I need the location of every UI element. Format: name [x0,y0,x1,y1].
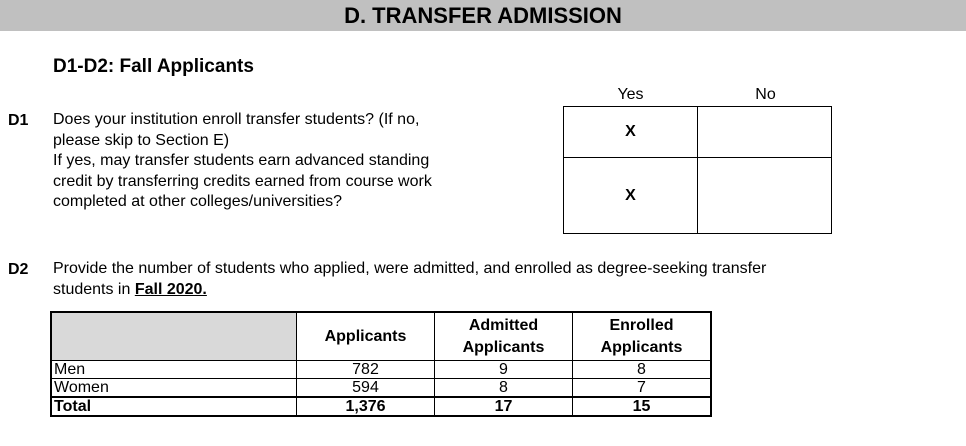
d1-line: Does your institution enroll transfer students? (If no, [53,111,420,128]
d1-yes-no-grid [563,106,832,234]
subsection-title: D1-D2: Fall Applicants [53,56,254,77]
table-row [51,361,711,379]
applicants-cell[interactable]: 594 [297,379,435,398]
answer-yes-cell[interactable]: X [564,107,698,158]
d2-line [53,280,953,301]
d1-answer-row [564,158,832,234]
question-d2-text [53,259,953,300]
question-number-d1: D1 [8,112,29,129]
total-row [51,397,711,416]
row-label: Women [51,379,297,398]
no-column-header: No [755,86,776,103]
transfer-applicants-table [50,311,712,417]
enrolled-cell[interactable]: 7 [573,379,712,398]
applicants-cell[interactable]: 1,376 [297,397,435,416]
applicants-header: Applicants [297,312,435,361]
row-label: Total [51,397,297,416]
d1-line: completed at other colleges/universities? [53,193,343,210]
table-row [51,379,711,398]
blank-header-cell [51,312,297,361]
answer-no-cell[interactable] [698,158,832,234]
d2-line: Provide the number of students who applied, were admitted, and enrolled as degree-seeking transfer [53,260,767,277]
fall-term: Fall 2020. [134,280,207,298]
enrolled-cell[interactable]: 15 [573,397,712,416]
enrolled-cell[interactable]: 8 [573,361,712,379]
enrolled-header [573,312,712,361]
admitted-cell[interactable]: 8 [435,379,573,398]
answer-yes-cell[interactable]: X [564,158,698,234]
answer-no-cell[interactable] [698,107,832,158]
d1-line: credit by transferring credits earned from course work [53,172,432,190]
d1-line: If yes, may transfer students earn advanced standing [53,152,430,169]
d1-answer-row [564,107,832,158]
enrolled-header-line: Applicants [600,338,683,356]
question-number-d2: D2 [8,261,29,278]
question-d1-text [53,110,553,213]
admitted-header-line: Admitted [468,316,539,334]
enrolled-header-line: Enrolled [609,316,674,334]
yes-column-header: Yes [617,86,644,103]
admitted-header [435,312,573,361]
d2-line-prefix: students in [53,280,135,298]
admitted-header-line: Applicants [462,338,545,356]
row-label: Men [51,361,297,379]
d1-line: please skip to Section E) [53,131,230,149]
table-header-row [51,312,711,361]
admitted-cell[interactable]: 9 [435,361,573,379]
applicants-cell[interactable]: 782 [297,361,435,379]
admitted-cell[interactable]: 17 [435,397,573,416]
section-title: D. TRANSFER ADMISSION [0,0,966,31]
